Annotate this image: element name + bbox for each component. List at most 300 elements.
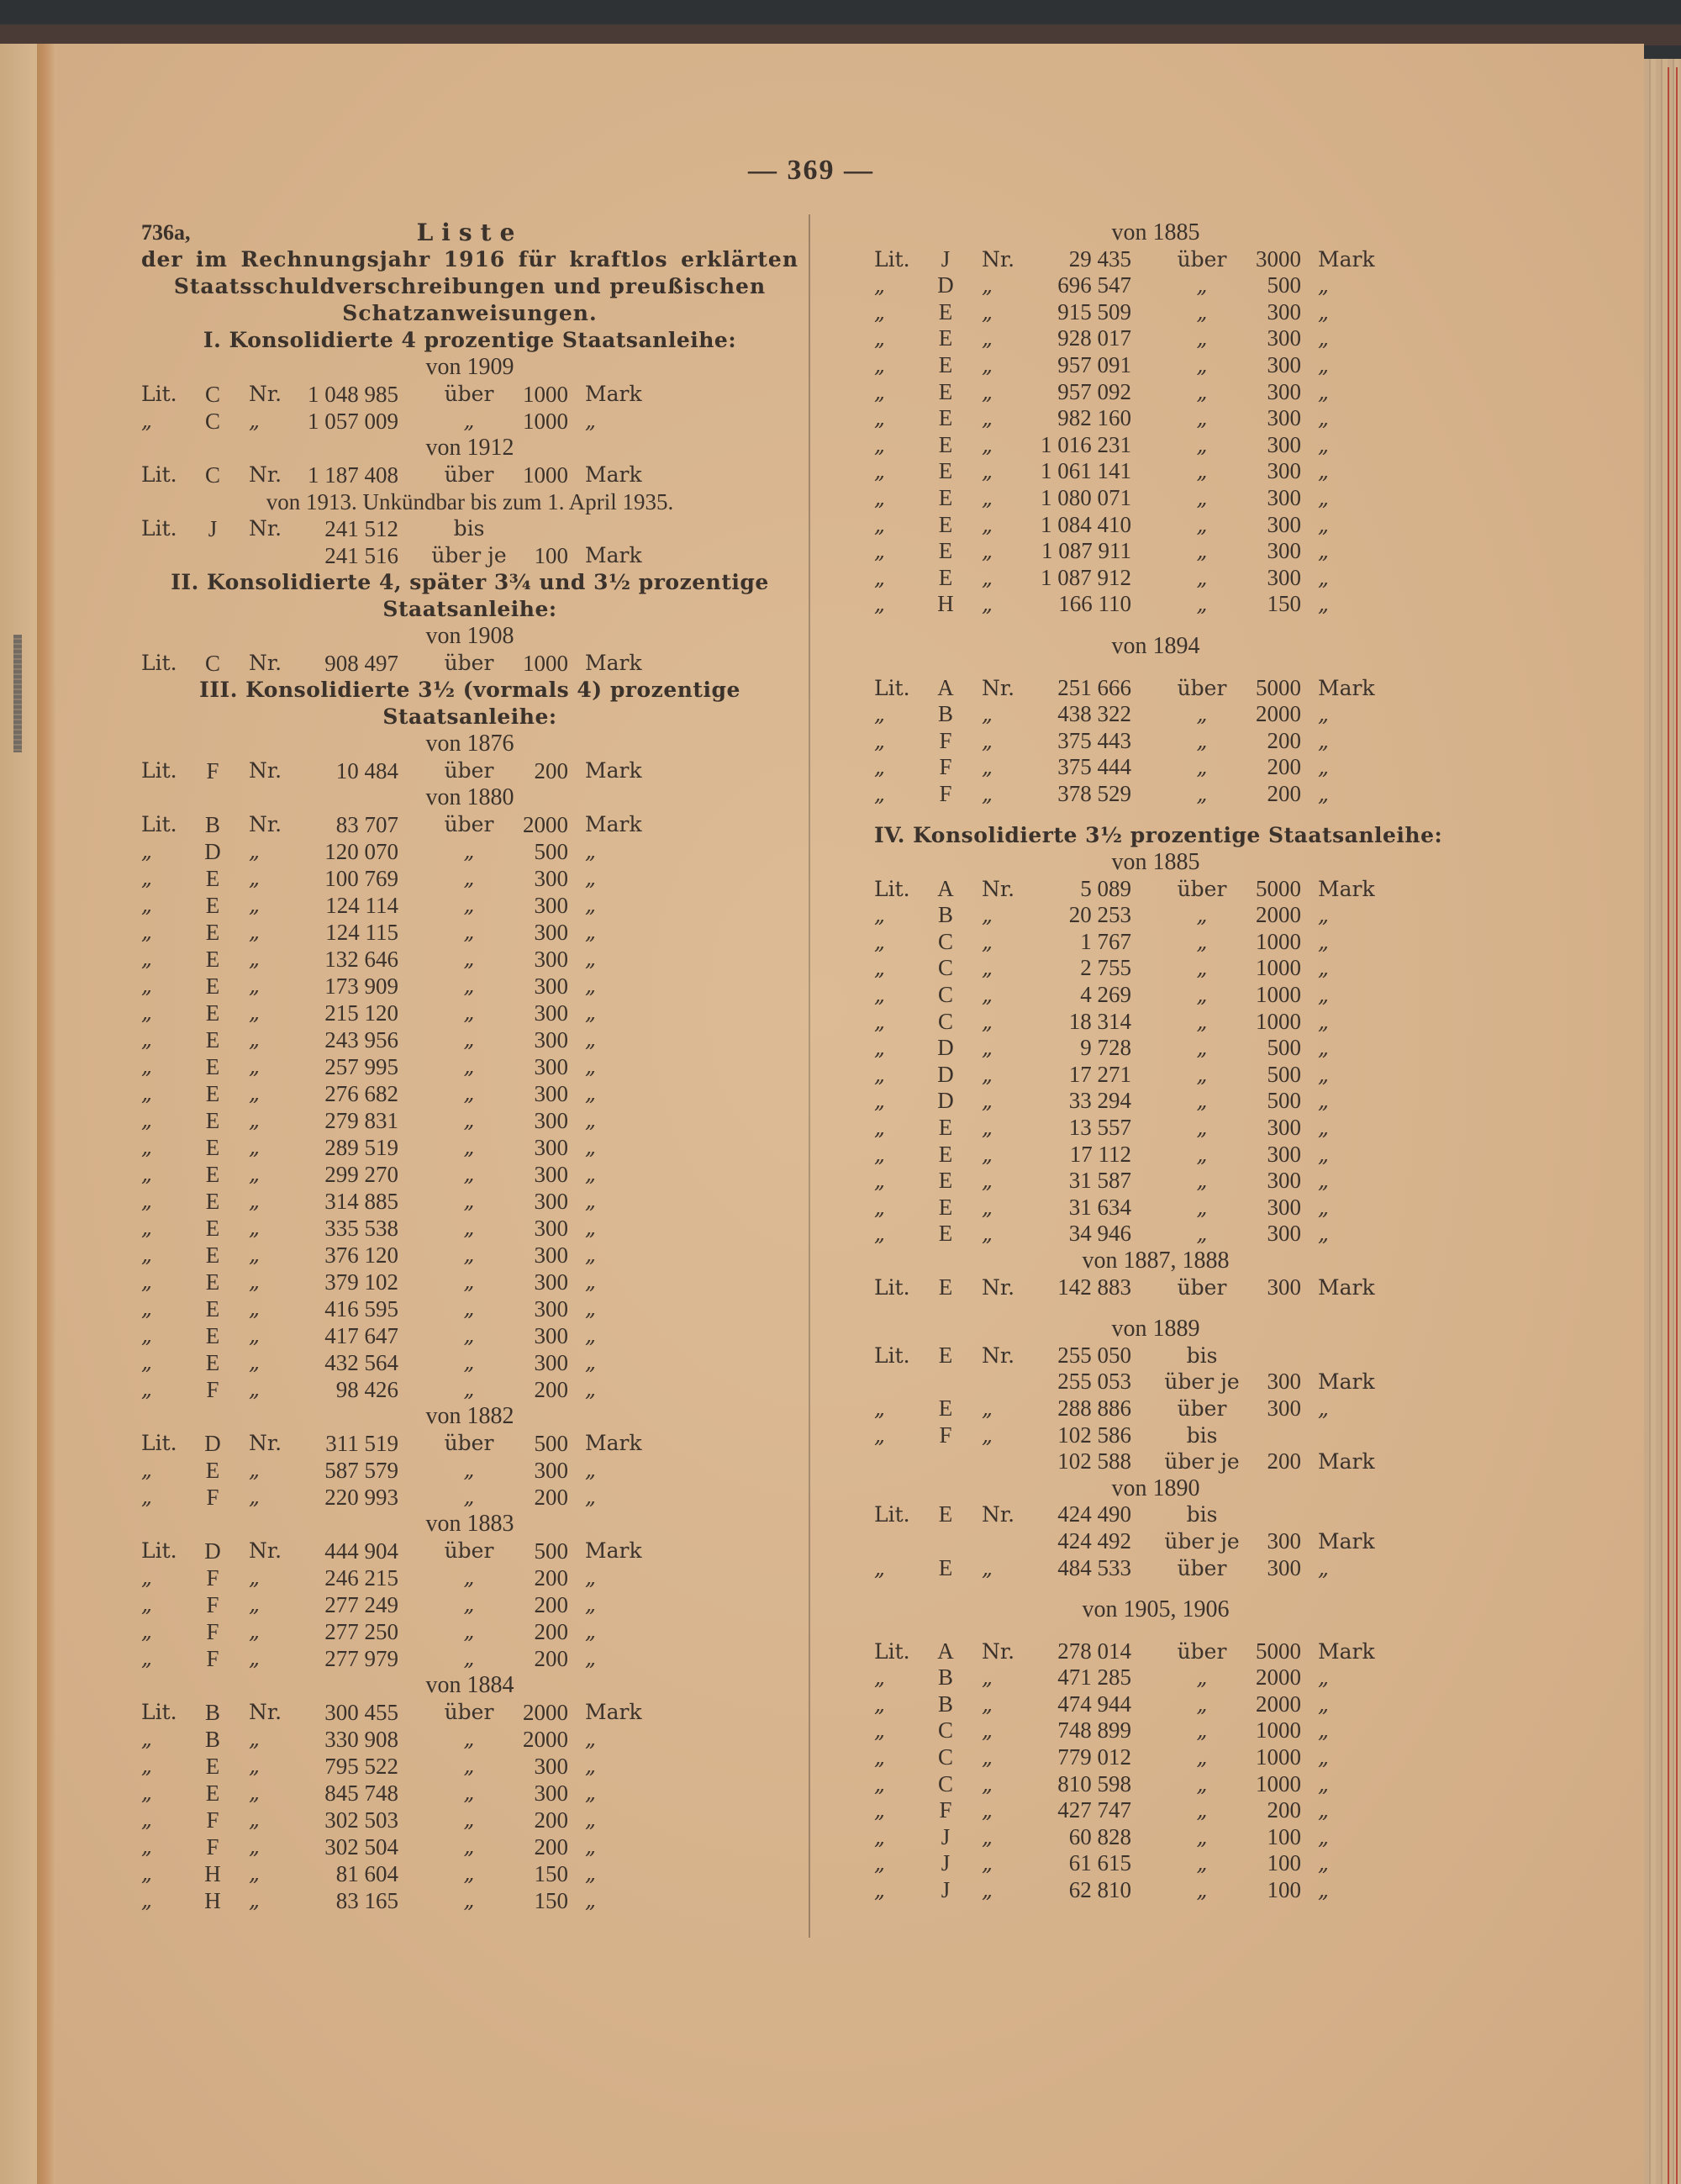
- bond-number: 83 707: [335, 812, 398, 837]
- nr-label: „: [982, 1195, 993, 1220]
- list-entry: [874, 1638, 1437, 1665]
- lit-label: Lit.: [874, 246, 910, 272]
- list-entry: [874, 1877, 1437, 1904]
- series-letter: E: [205, 1242, 220, 1268]
- amount-word: „: [1196, 1851, 1208, 1876]
- year-heading: von 1905, 1906: [1082, 1596, 1230, 1623]
- list-entry: [874, 1850, 1437, 1877]
- denomination: 1000: [523, 382, 568, 407]
- nr-label: „: [249, 1027, 260, 1052]
- series-letter: E: [205, 1189, 220, 1214]
- amount-word: „: [463, 1296, 475, 1321]
- lit-label: Lit.: [874, 1343, 910, 1368]
- facing-page-edge: [0, 44, 39, 2184]
- nr-label: „: [982, 379, 993, 404]
- amount-word: „: [1196, 1195, 1208, 1220]
- amount-word: über: [444, 1538, 494, 1563]
- currency-unit: „: [1318, 1168, 1329, 1194]
- bond-number: 279 831: [324, 1108, 398, 1133]
- lit-label: „: [874, 326, 885, 351]
- currency-unit: „: [585, 1027, 596, 1052]
- list-entry: [874, 1744, 1437, 1771]
- denomination: 200: [534, 1485, 568, 1510]
- amount-word: „: [1196, 1824, 1208, 1849]
- bond-number: 484 533: [1057, 1554, 1131, 1580]
- amount-word: „: [463, 1377, 475, 1401]
- currency-unit: „: [1318, 379, 1329, 404]
- lit-label: „: [874, 1665, 885, 1691]
- bond-number: 289 519: [324, 1135, 398, 1160]
- series-letter: J: [941, 1850, 951, 1876]
- series-letter: E: [938, 1115, 953, 1140]
- list-entry: [141, 1215, 798, 1242]
- lit-label: „: [874, 1771, 885, 1796]
- lit-label: „: [141, 1189, 152, 1213]
- bond-number: 241 516: [324, 543, 398, 568]
- amount-word: „: [463, 1646, 475, 1670]
- bond-number: 1 087 911: [1041, 538, 1131, 564]
- bond-number: 314 885: [324, 1189, 398, 1214]
- bond-number: 1 187 408: [308, 462, 398, 488]
- nr-label: „: [982, 1395, 993, 1421]
- nr-label: „: [249, 893, 260, 917]
- amount-word: „: [1196, 1771, 1208, 1796]
- heading-line: III. Konsolidierte 3½ (vormals 4) prozentige: [199, 678, 740, 702]
- currency-unit: „: [1318, 728, 1329, 753]
- nr-label: „: [982, 592, 993, 617]
- lit-label: „: [874, 459, 885, 484]
- amount-word: „: [463, 1135, 475, 1159]
- series-letter: D: [937, 1061, 954, 1087]
- series-letter: B: [937, 701, 953, 727]
- currency-unit: Mark: [585, 651, 642, 675]
- nr-label: „: [982, 1665, 993, 1691]
- amount-word: „: [1196, 1878, 1208, 1903]
- list-entry: [874, 1369, 1437, 1395]
- list-entry: [874, 1824, 1437, 1851]
- list-entry: [874, 565, 1437, 592]
- bond-number: 255 050: [1057, 1342, 1131, 1368]
- series-letter: J: [208, 516, 218, 541]
- currency-unit: „: [585, 1323, 596, 1348]
- bond-number: 98 426: [335, 1377, 398, 1402]
- denomination: 300: [534, 1108, 568, 1133]
- nr-label: „: [982, 781, 993, 806]
- list-entry: [141, 1726, 798, 1753]
- list-entry: [141, 1833, 798, 1860]
- list-entry: [874, 299, 1437, 326]
- denomination: 300: [534, 1216, 568, 1241]
- amount-word: über: [444, 812, 494, 836]
- nr-label: „: [982, 1745, 993, 1770]
- list-entry: [874, 325, 1437, 352]
- list-entry: [141, 381, 798, 408]
- currency-unit: „: [585, 1242, 596, 1267]
- nr-label: „: [982, 1062, 993, 1087]
- denomination: 1000: [523, 651, 568, 676]
- list-entry: [141, 1080, 798, 1107]
- series-letter: D: [937, 272, 954, 298]
- amount-word: „: [1196, 485, 1208, 510]
- lit-label: „: [141, 893, 152, 917]
- lit-label: „: [141, 839, 152, 863]
- series-letter: C: [937, 1008, 953, 1034]
- bond-number: 908 497: [324, 651, 398, 676]
- list-entry: [141, 1484, 798, 1511]
- series-letter: C: [204, 651, 220, 676]
- series-letter: J: [941, 245, 951, 272]
- nr-label: „: [249, 1296, 260, 1321]
- nr-label: „: [982, 903, 993, 928]
- currency-unit: „: [585, 1189, 596, 1213]
- amount-word: „: [463, 1834, 475, 1859]
- list-entry: [141, 1699, 798, 1726]
- currency-unit: Mark: [1318, 1274, 1375, 1300]
- list-entry: [874, 1009, 1437, 1036]
- series-letter: H: [204, 1888, 221, 1913]
- bond-number: 124 114: [325, 893, 398, 918]
- currency-unit: Mark: [1318, 1449, 1375, 1474]
- currency-unit: „: [585, 1135, 596, 1159]
- series-letter: E: [205, 1081, 220, 1106]
- denomination: 200: [534, 1565, 568, 1591]
- currency-unit: „: [1318, 1718, 1329, 1744]
- denomination: 3000: [1256, 245, 1301, 272]
- series-letter: E: [205, 1108, 220, 1133]
- year-heading: von 1909: [425, 354, 514, 380]
- bond-number: 215 120: [324, 1000, 398, 1026]
- amount-word: „: [1196, 755, 1208, 780]
- series-letter: E: [938, 1501, 953, 1527]
- nr-label: „: [249, 1592, 260, 1617]
- amount-word: „: [463, 1565, 475, 1590]
- lit-label: „: [874, 1555, 885, 1580]
- lit-label: Lit.: [141, 812, 177, 836]
- series-letter: F: [206, 758, 219, 783]
- series-letter: B: [937, 902, 953, 928]
- lit-label: „: [874, 702, 885, 727]
- currency-unit: Mark: [585, 382, 642, 406]
- bond-number: 302 503: [324, 1807, 398, 1833]
- amount-word: „: [1196, 728, 1208, 753]
- denomination: 300: [534, 1780, 568, 1806]
- currency-unit: Mark: [1318, 1638, 1375, 1664]
- nr-label: „: [249, 920, 260, 944]
- lit-label: „: [141, 866, 152, 890]
- heading-line: IV. Konsolidierte 3½ prozentige Staatsanleihe:: [874, 823, 1443, 848]
- currency-unit: „: [585, 1888, 596, 1912]
- lit-label: Lit.: [874, 1638, 910, 1664]
- year-heading: von 1894: [1111, 632, 1200, 659]
- lit-label: „: [874, 512, 885, 537]
- bond-number: 957 091: [1057, 351, 1131, 377]
- denomination: 500: [534, 1538, 568, 1564]
- amount-word: „: [463, 1861, 475, 1886]
- nr-label: „: [249, 1323, 260, 1348]
- lit-label: „: [141, 1242, 152, 1267]
- nr-label: „: [249, 1054, 260, 1079]
- denomination: 100: [534, 543, 568, 568]
- nr-label: „: [249, 1189, 260, 1213]
- denomination: 200: [1267, 1797, 1301, 1823]
- currency-unit: „: [1318, 755, 1329, 780]
- nr-label: „: [249, 1485, 260, 1509]
- list-entry: [874, 701, 1437, 728]
- list-entry: [141, 1188, 798, 1215]
- bond-number: 300 455: [324, 1700, 398, 1725]
- currency-unit: Mark: [585, 1538, 642, 1563]
- nr-label: „: [982, 1771, 993, 1796]
- amount-word: „: [463, 1458, 475, 1482]
- list-entry: [874, 1771, 1437, 1798]
- series-letter: B: [937, 1691, 953, 1717]
- currency-unit: „: [585, 1807, 596, 1832]
- amount-word: „: [463, 1807, 475, 1832]
- amount-word: über: [1177, 246, 1227, 272]
- currency-unit: „: [585, 1619, 596, 1643]
- list-entry: [874, 1168, 1437, 1195]
- amount-word: über je: [431, 543, 507, 567]
- list-entry: [141, 865, 798, 892]
- lit-label: „: [874, 1691, 885, 1717]
- bond-number: 62 810: [1068, 1877, 1131, 1903]
- list-entry: [141, 1753, 798, 1780]
- denomination: 300: [1267, 1395, 1301, 1421]
- bond-number: 375 443: [1057, 727, 1131, 753]
- nr-label: „: [249, 1780, 260, 1805]
- amount-word: über: [444, 758, 494, 783]
- series-letter: D: [937, 1088, 954, 1114]
- denomination: 2000: [1256, 1664, 1301, 1691]
- currency-unit: „: [1318, 1009, 1329, 1034]
- bond-number: 915 509: [1057, 298, 1131, 324]
- lit-label: Lit.: [141, 462, 177, 487]
- amount-word: „: [463, 839, 475, 863]
- bond-number: 1 767: [1080, 928, 1131, 954]
- lit-label: „: [141, 1323, 152, 1348]
- list-entry: [874, 955, 1437, 982]
- list-entry: [141, 1107, 798, 1134]
- lit-label: „: [874, 1395, 885, 1421]
- bond-number: 277 250: [324, 1619, 398, 1644]
- currency-unit: „: [1318, 406, 1329, 431]
- series-letter: A: [937, 674, 954, 700]
- year-heading: von 1912: [425, 435, 514, 461]
- bond-number: 438 322: [1057, 701, 1131, 727]
- right-column: [874, 219, 1443, 1904]
- nr-label: „: [249, 1162, 260, 1186]
- nr-label: „: [249, 839, 260, 863]
- denomination: 300: [1267, 405, 1301, 431]
- list-entry: [141, 1860, 798, 1887]
- lit-label: „: [141, 1807, 152, 1832]
- amount-word: „: [1196, 956, 1208, 981]
- denomination: 300: [1267, 351, 1301, 377]
- amount-word: über je: [1164, 1528, 1240, 1554]
- nr-label: „: [982, 1851, 993, 1876]
- currency-unit: „: [1318, 1116, 1329, 1140]
- denomination: 300: [1267, 1141, 1301, 1167]
- currency-unit: „: [1318, 1665, 1329, 1691]
- currency-unit: Mark: [585, 543, 642, 567]
- currency-unit: „: [1318, 432, 1329, 457]
- denomination: 500: [1267, 1088, 1301, 1114]
- list-entry: [141, 1645, 798, 1672]
- amount-word: „: [1196, 592, 1208, 617]
- series-letter: E: [205, 973, 220, 999]
- series-letter: J: [941, 1823, 951, 1849]
- list-entry: [874, 982, 1437, 1009]
- amount-word: bis: [1186, 1502, 1218, 1527]
- denomination: 300: [1267, 1527, 1301, 1554]
- lit-label: „: [874, 352, 885, 377]
- currency-unit: Mark: [1318, 876, 1375, 901]
- denomination: 300: [1267, 1274, 1301, 1300]
- list-entry: [874, 902, 1437, 929]
- series-letter: E: [205, 1216, 220, 1241]
- nr-label: „: [982, 1142, 993, 1167]
- amount-word: „: [463, 1269, 475, 1294]
- list-entry: [141, 1591, 798, 1618]
- list-entry: [874, 1422, 1437, 1449]
- series-letter: F: [206, 1592, 219, 1617]
- currency-unit: Mark: [585, 758, 642, 783]
- series-letter: E: [938, 325, 953, 351]
- series-letter: B: [937, 1664, 953, 1691]
- amount-word: „: [1196, 565, 1208, 590]
- bond-number: 173 909: [324, 973, 398, 999]
- list-entry: [874, 1115, 1437, 1142]
- bond-number: 10 484: [335, 758, 398, 783]
- amount-word: „: [1196, 512, 1208, 537]
- lit-label: „: [141, 1834, 152, 1859]
- heading-line: Staatsanleihe:: [382, 597, 557, 621]
- bond-number: 278 014: [1057, 1638, 1131, 1664]
- year-heading: von 1885: [1111, 219, 1200, 245]
- nr-label: „: [249, 1754, 260, 1778]
- lit-label: Lit.: [141, 1538, 177, 1563]
- currency-unit: „: [1318, 903, 1329, 928]
- nr-label: „: [249, 1350, 260, 1374]
- list-entry: [141, 1134, 798, 1161]
- nr-label: „: [982, 1798, 993, 1823]
- currency-unit: „: [585, 1054, 596, 1079]
- nr-label: „: [982, 1422, 993, 1448]
- currency-unit: „: [1318, 1771, 1329, 1796]
- bond-number: 957 092: [1057, 378, 1131, 404]
- series-letter: E: [938, 1342, 953, 1368]
- denomination: 100: [1267, 1877, 1301, 1903]
- amount-word: „: [1196, 1798, 1208, 1823]
- denomination: 300: [534, 973, 568, 999]
- lit-label: Lit.: [141, 516, 177, 541]
- lit-label: „: [874, 1142, 885, 1167]
- currency-unit: „: [585, 866, 596, 890]
- amount-word: „: [463, 409, 475, 433]
- amount-word: „: [1196, 1168, 1208, 1194]
- binding-gutter: [37, 44, 55, 2184]
- amount-word: „: [463, 1780, 475, 1805]
- list-entry: [141, 1000, 798, 1026]
- currency-unit: „: [585, 893, 596, 917]
- lit-label: „: [874, 485, 885, 510]
- scanner-background: [0, 0, 1681, 45]
- nr-label: „: [982, 728, 993, 753]
- denomination: 300: [1267, 484, 1301, 510]
- bond-number: 60 828: [1068, 1823, 1131, 1849]
- amount-word: über: [444, 1431, 494, 1455]
- nr-label: „: [982, 1009, 993, 1034]
- list-entry: [874, 1088, 1437, 1115]
- denomination: 200: [1267, 727, 1301, 753]
- currency-unit: „: [1318, 702, 1329, 727]
- bond-number: 982 160: [1057, 405, 1131, 431]
- amount-word: über: [1177, 1274, 1227, 1300]
- list-entry: [874, 728, 1437, 755]
- series-letter: E: [205, 1323, 220, 1348]
- lit-label: „: [874, 1089, 885, 1114]
- series-letter: C: [204, 382, 220, 407]
- series-letter: E: [938, 378, 953, 404]
- lit-label: „: [874, 728, 885, 753]
- nr-label: „: [982, 1555, 993, 1580]
- list-entry: [141, 1295, 798, 1322]
- currency-unit: „: [585, 1458, 596, 1482]
- currency-unit: „: [585, 1861, 596, 1886]
- bond-number: 1 016 231: [1041, 431, 1131, 457]
- left-column: [141, 219, 798, 1914]
- denomination: 150: [534, 1861, 568, 1886]
- nr-label: „: [982, 1221, 993, 1247]
- denomination: 300: [534, 920, 568, 945]
- year-heading: von 1880: [425, 784, 514, 810]
- amount-word: über: [444, 462, 494, 487]
- amount-word: „: [463, 1054, 475, 1079]
- denomination: 300: [534, 1135, 568, 1160]
- amount-word: „: [463, 1323, 475, 1348]
- bond-number: 246 215: [324, 1565, 398, 1591]
- amount-word: „: [1196, 1665, 1208, 1691]
- list-entry: [141, 1322, 798, 1349]
- bond-number: 2 755: [1080, 955, 1131, 981]
- denomination: 1000: [523, 462, 568, 488]
- list-entry: [874, 379, 1437, 406]
- list-entry: [874, 1062, 1437, 1089]
- series-letter: F: [939, 727, 952, 753]
- denomination: 300: [534, 1000, 568, 1026]
- nr-label: „: [249, 1619, 260, 1643]
- bond-number: 31 587: [1068, 1168, 1131, 1194]
- lit-label: „: [874, 1036, 885, 1061]
- lit-label: Lit.: [141, 1700, 177, 1724]
- denomination: 200: [534, 758, 568, 783]
- lit-label: „: [141, 1485, 152, 1509]
- series-letter: D: [204, 1431, 221, 1456]
- nr-label: Nr.: [982, 1502, 1015, 1527]
- list-entry: [874, 1221, 1437, 1248]
- currency-unit: „: [1318, 1142, 1329, 1167]
- denomination: 300: [1267, 298, 1301, 324]
- nr-label: „: [982, 1691, 993, 1717]
- series-letter: E: [205, 1135, 220, 1160]
- bond-number: 335 538: [324, 1216, 398, 1241]
- nr-label: „: [249, 1081, 260, 1105]
- series-letter: A: [937, 875, 954, 901]
- nr-label: „: [982, 565, 993, 590]
- list-entry: [874, 272, 1437, 299]
- currency-unit: „: [1318, 273, 1329, 298]
- list-entry: [874, 1501, 1437, 1528]
